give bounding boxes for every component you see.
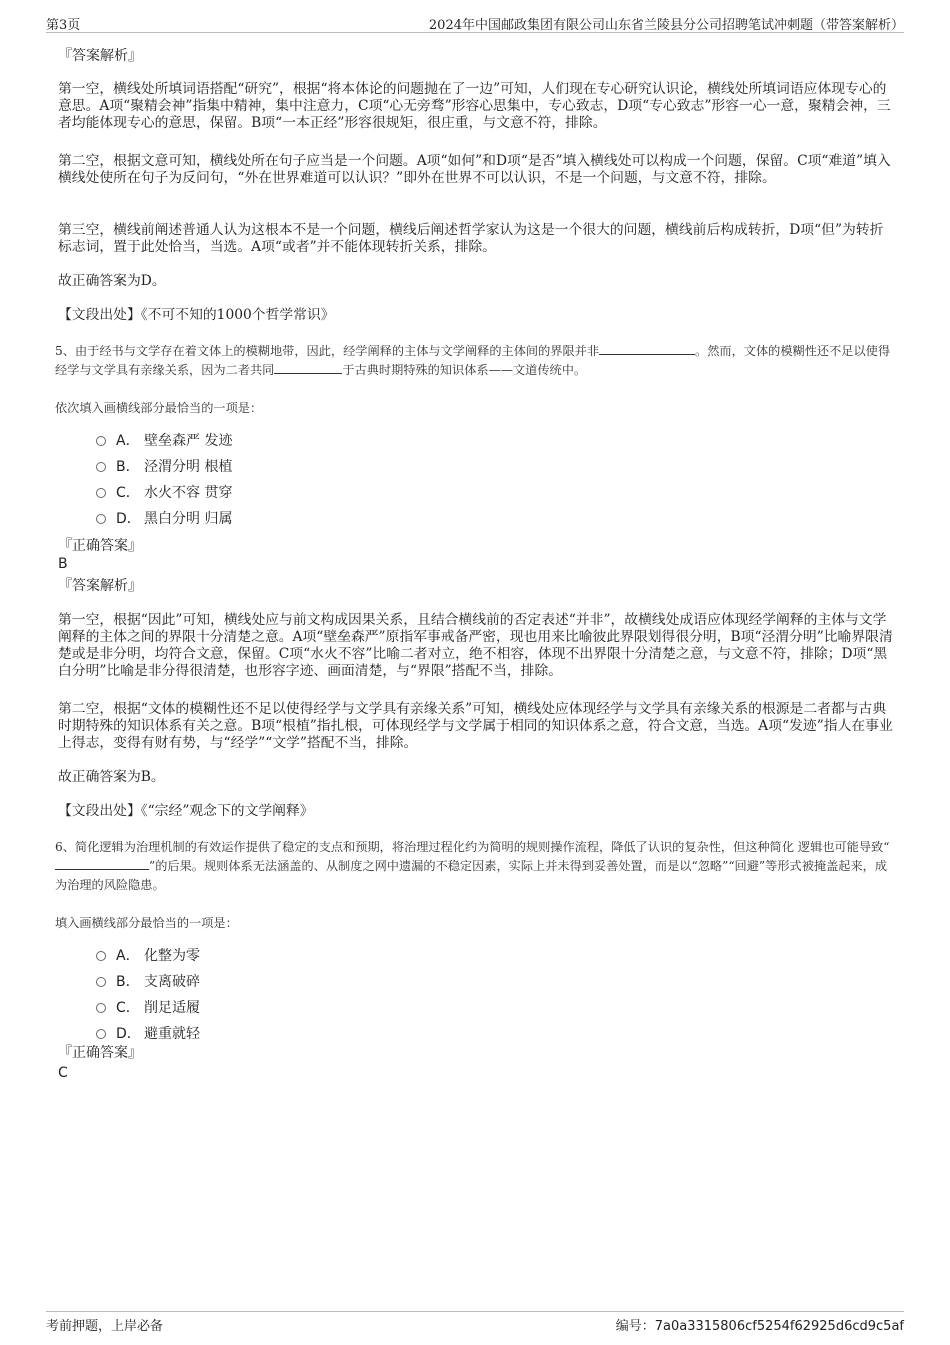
- q5-option-c[interactable]: C． 水火不容 贯穿: [96, 484, 232, 502]
- radio-icon[interactable]: [96, 977, 106, 987]
- q5-option-a[interactable]: A． 壁垒森严 发迹: [96, 432, 232, 450]
- q5-correct-label: 『正确答案』: [58, 538, 142, 554]
- q5-option-d[interactable]: D． 黑白分明 归属: [96, 510, 232, 528]
- radio-icon[interactable]: [96, 462, 106, 472]
- q5-analysis-label: 『答案解析』: [58, 578, 142, 594]
- q4-conclusion: 故正确答案为D。: [58, 273, 166, 289]
- page-number: 第3页: [46, 18, 81, 33]
- q6-option-c[interactable]: C． 削足适履: [96, 999, 200, 1017]
- q5-conclusion: 故正确答案为B。: [58, 769, 165, 785]
- q4-analysis-p1: 第一空，横线处所填词语搭配“研究”，根据“将本体论的问题抛在了一边”可知，人们现在专心研究认识论，横线处所填词语应体现专心的意思。A项“聚精会神”指集中精神，集中注意力，C项“心无旁骛”形容心思集中，专心致志，D项“专心致志”形容一心一意，聚精会神，三者均能体现专心的意思，保留。B项“一本正经”形容很规矩，很庄重，与文意不符，排除。: [58, 81, 891, 131]
- q6-correct-label: 『正确答案』: [58, 1045, 142, 1061]
- page-header: [46, 14, 904, 33]
- page-footer: [46, 1311, 904, 1336]
- q6-instruction: 填入画横线部分最恰当的一项是：: [55, 916, 238, 930]
- q5-analysis-p1: 第一空，根据“因此”可知，横线处应与前文构成因果关系，且结合横线前的否定表述“并非”，故横线处成语应体现经学阐释的主体与文学阐释的主体之间的界限十分清楚之意。A项“壁垒森严”原指军事戒备严密，现也用来比喻彼此界限划得很分明，B项“泾渭分明”比喻界限清楚或是非分明，均符合文意，保留。C项“水火不容”比喻二者对立，绝不相容，体现不出界限十分清楚之意，与文意不符，排除；D项“黑白分明”比喻是非分得很清楚，也形容字迹、画面清楚，与“界限”搭配不当，排除。: [58, 612, 893, 679]
- q6-correct-answer: C: [58, 1065, 68, 1081]
- q5-instruction: 依次填入画横线部分最恰当的一项是：: [55, 401, 263, 415]
- document-title: 2024年中国邮政集团有限公司山东省兰陵县分公司招聘笔试冲刺题（带答案解析）: [428, 18, 904, 33]
- q5-blank-2: [274, 361, 342, 374]
- radio-icon[interactable]: [96, 514, 106, 524]
- q4-analysis-p3: 第三空，横线前阐述普通人认为这根本不是一个问题，横线后阐述哲学家认为这是一个很大的问题，横线前后构成转折，D项“但”为转折标志词，置于此处恰当，当选。A项“或者”并不能体现转折关系，排除。: [58, 222, 884, 255]
- document-code: 编号：7a0a3315806cf5254f62925d6cd9c5af: [615, 1319, 904, 1334]
- radio-icon[interactable]: [96, 436, 106, 446]
- q6-blank: [55, 857, 149, 870]
- radio-icon[interactable]: [96, 1003, 106, 1013]
- q5-source: 【文段出处】《“宗经”观念下的文学阐释》: [58, 803, 314, 819]
- q4-source: 【文段出处】《不可不知的1000个哲学常识》: [58, 307, 335, 323]
- radio-icon[interactable]: [96, 488, 106, 498]
- q5-option-b[interactable]: B． 泾渭分明 根植: [96, 458, 232, 476]
- q5-correct-answer: B: [58, 556, 68, 572]
- q6-question: 6、简化逻辑为治理机制的有效运作提供了稳定的支点和预期，将治理过程化约为简明的规则操作流程，降低了认识的复杂性，但这种简化 逻辑也可能导致“”的后果。规则体系无法涵盖的、从制度之网中遗漏的不稳定因素，实际上并未得到妥善处置，而是以“忽略”“回避”等形式被掩盖起来，成为治理的风险隐患。: [55, 840, 890, 892]
- radio-icon[interactable]: [96, 1029, 106, 1039]
- q6-option-d[interactable]: D． 避重就轻: [96, 1025, 200, 1043]
- q5-blank-1: [599, 342, 695, 355]
- radio-icon[interactable]: [96, 951, 106, 961]
- q6-option-a[interactable]: A． 化整为零: [96, 947, 200, 965]
- q4-analysis-p2: 第二空，根据文意可知，横线处所在句子应当是一个问题。A项“如何”和D项“是否”填入横线处可以构成一个问题，保留。C项“难道”填入横线处使所在句子为反问句，“外在世界难道可以认识？”即外在世界不可以认识，不是一个问题，与文意不符，排除。: [58, 153, 891, 186]
- q6-option-b[interactable]: B． 支离破碎: [96, 973, 200, 991]
- q5-question: 5、由于经书与文学存在着文体上的模糊地带，因此，经学阐释的主体与文学阐释的主体间的界限并非 。然而，文体的模糊性还不足以使得经学与文学具有亲缘关系，因为二者共同 于古典时期特殊的知识体系——文道传统中。: [55, 344, 891, 377]
- footer-slogan: 考前押题，上岸必备: [46, 1319, 164, 1334]
- q4-analysis-label: 『答案解析』: [58, 48, 142, 64]
- q5-analysis-p2: 第二空，根据“文体的模糊性还不足以使得经学与文学具有亲缘关系”可知，横线处应体现经学与文学具有亲缘关系的根源是二者都与古典时期特殊的知识体系有关之意。B项“根植”指扎根，可体现经学与文学属于相同的知识体系之意，符合文意，当选。A项“发迹”指人在事业上得志，变得有财有势，与“经学”“文学”搭配不当，排除。: [58, 701, 893, 751]
